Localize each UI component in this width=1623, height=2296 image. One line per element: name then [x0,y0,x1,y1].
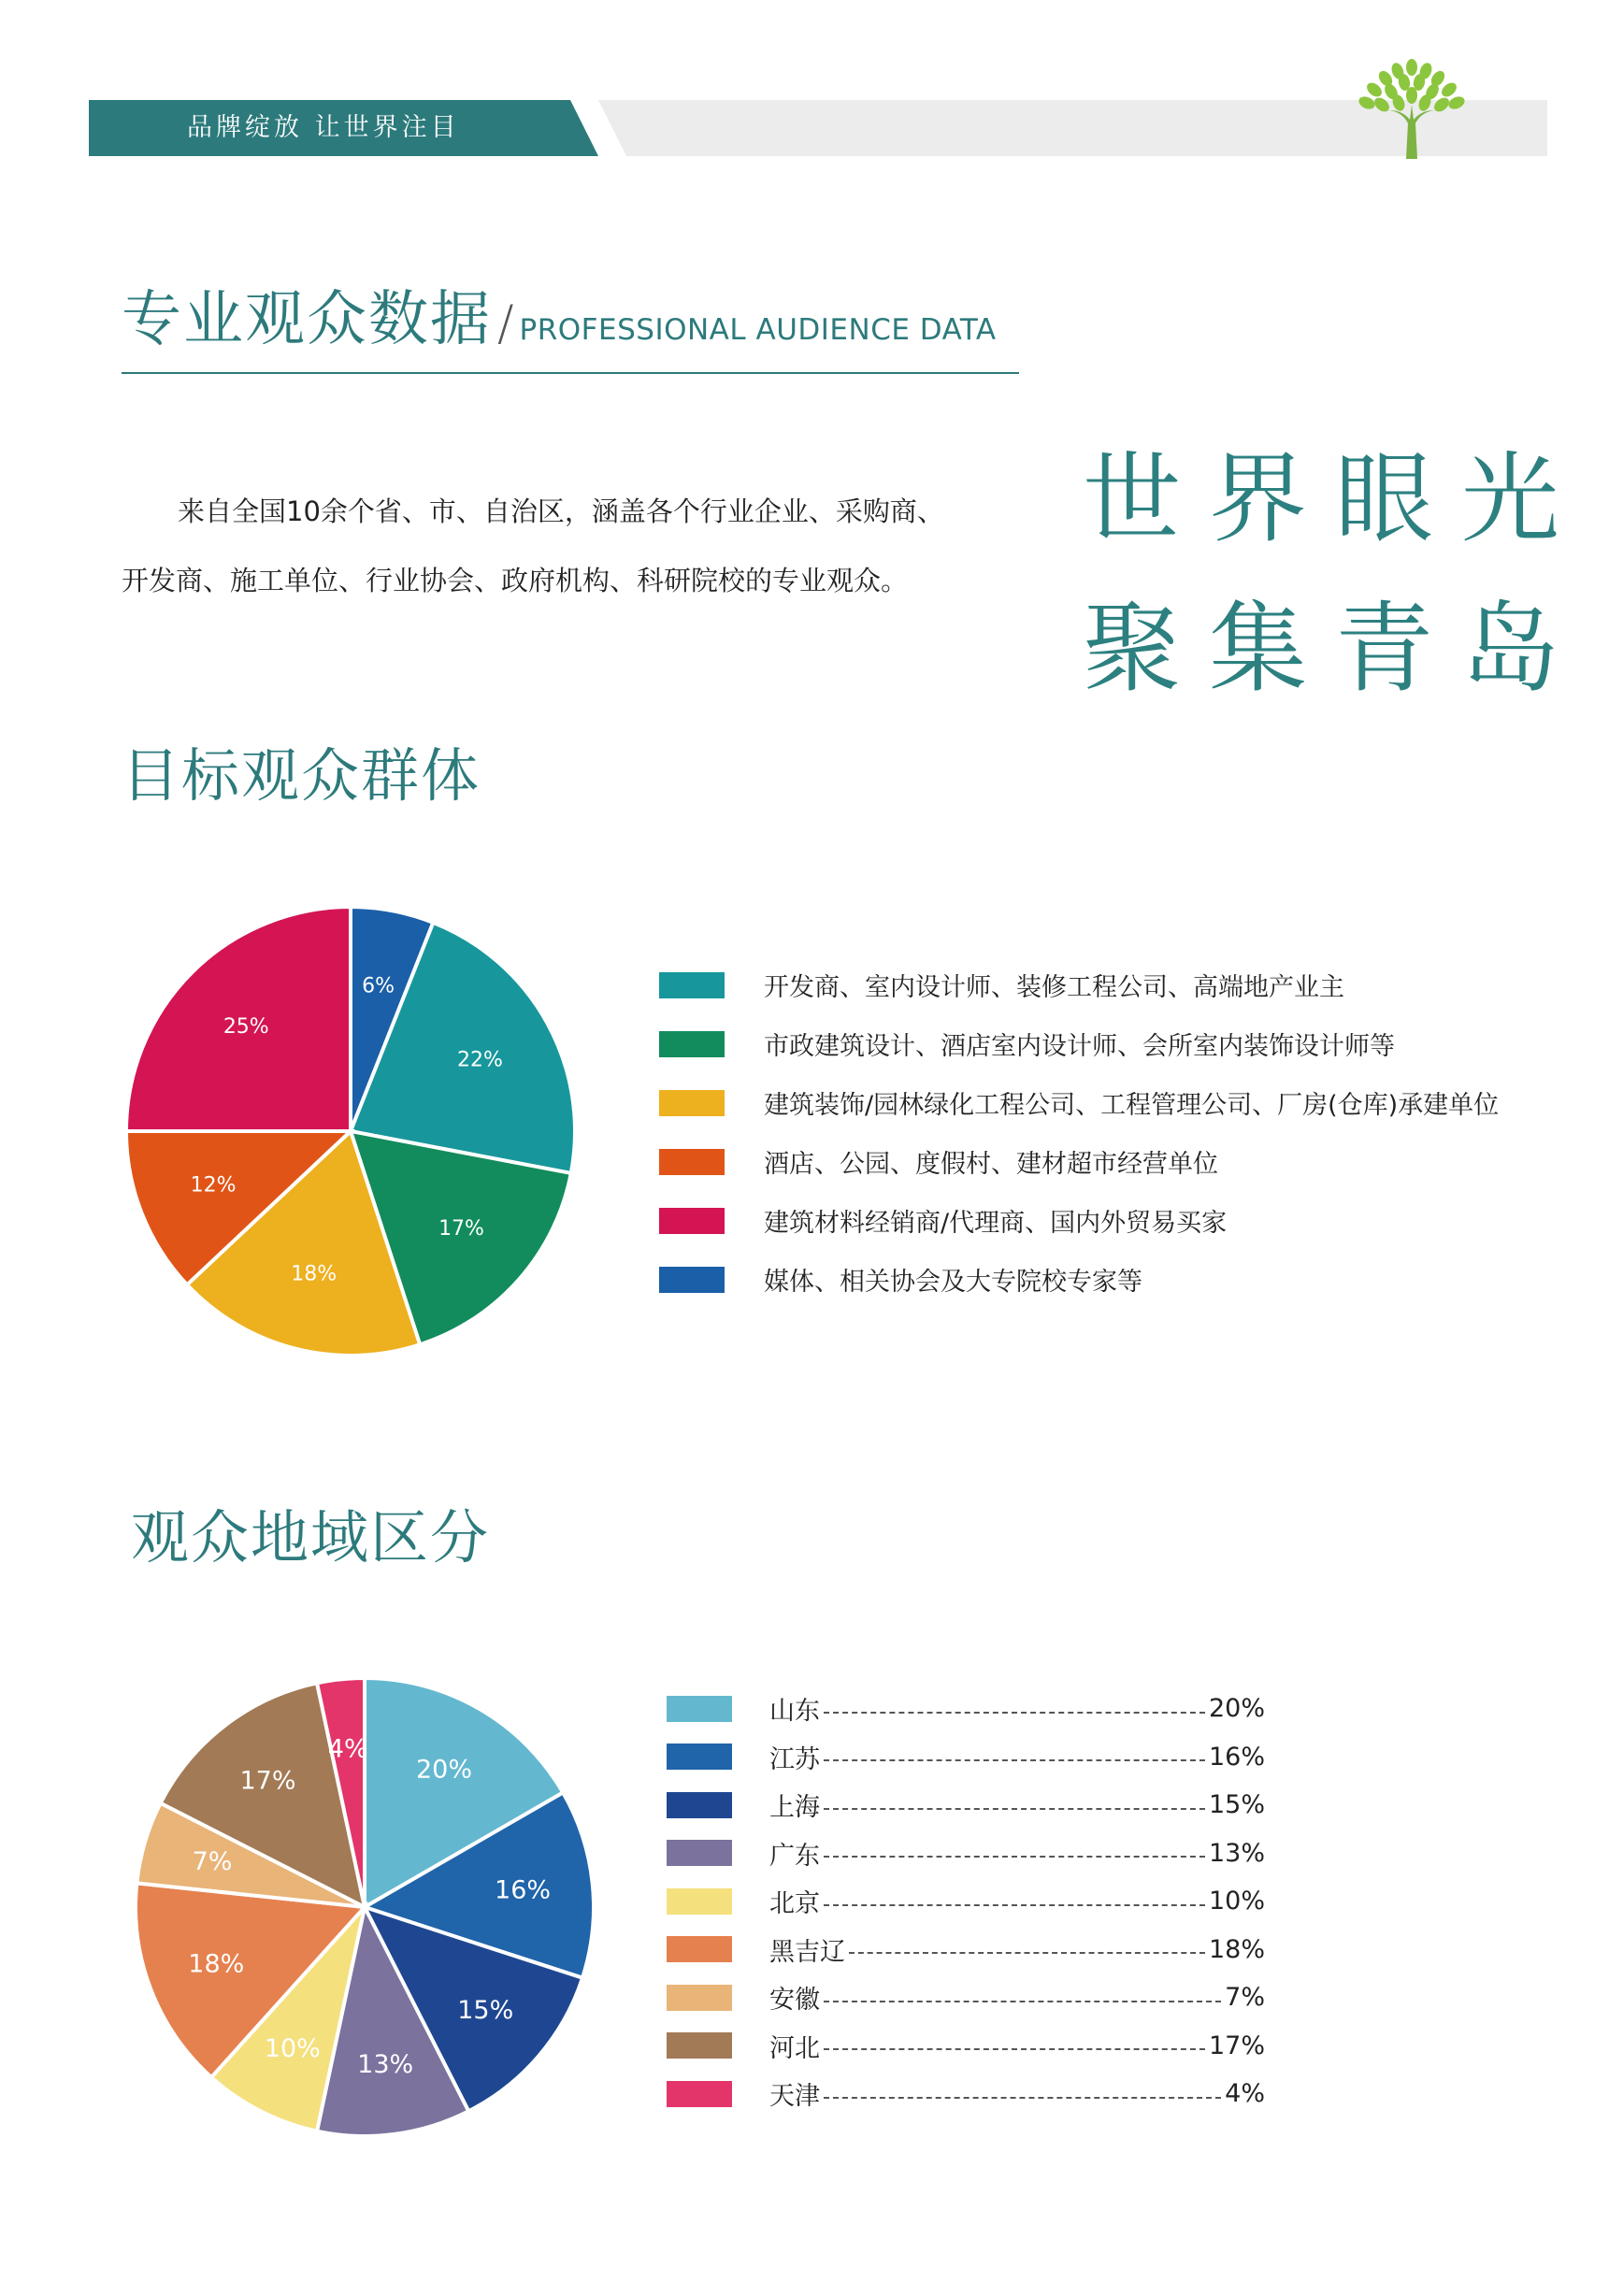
legend-item [667,1685,1265,1733]
legend-region-name: 江苏 [769,1744,820,1774]
legend-region-name: 安徽 [769,1986,820,2016]
legend-label: 建筑材料经销商/代理商、国内外贸易买家 [764,1209,1228,1238]
section-title-zh: 专业观众数据 [122,285,492,354]
section-title-en: PROFESSIONAL AUDIENCE DATA [519,313,997,347]
legend-swatch [667,2081,732,2107]
region-legend [667,1685,1265,2118]
legend-item [667,1973,1265,2022]
slogan-line-1: 世界眼光 [1083,442,1588,556]
region-pie-chart [131,1673,598,2141]
intro-line-1: 来自全国10余个省、市、自治区，涵盖各个行业企业、采购商、 [178,495,944,527]
legend-region-name: 黑吉辽 [769,1937,845,1967]
pie-value-label: 16% [495,1875,552,1905]
target-audience-heading: 目标观众群体 [122,741,481,810]
legend-dashed-leader [824,1904,1205,1906]
legend-percent: 18% [1208,1934,1265,1964]
legend-percent: 17% [1208,2031,1265,2060]
legend-swatch [667,1696,732,1722]
legend-swatch [667,1936,732,1962]
legend-swatch [659,1090,725,1116]
legend-item [659,1132,1575,1191]
legend-percent: 15% [1208,1790,1265,1820]
legend-item [667,1877,1265,1926]
pie-value-label: 6% [362,974,395,998]
legend-label: 建筑装饰/园林绿化工程公司、工程管理公司、厂房(仓库)承建单位 [764,1091,1500,1120]
legend-dashed-leader [824,1856,1205,1858]
legend-swatch [659,1031,725,1057]
slogan-line-2: 聚集青岛 [1083,592,1588,706]
legend-swatch [659,1208,725,1234]
legend-percent: 13% [1208,1838,1265,1868]
legend-label: 媒体、相关协会及大专院校专家等 [764,1268,1142,1297]
section-title [122,271,997,357]
title-underline [122,372,1019,374]
legend-percent: 4% [1225,2079,1265,2109]
legend-item [659,1014,1575,1073]
legend-dashed-leader [824,2097,1221,2099]
legend-percent: 7% [1225,1983,1265,2013]
legend-item [667,1830,1265,1878]
legend-swatch [667,1792,732,1818]
legend-percent: 16% [1208,1742,1265,1772]
legend-dashed-leader [824,2001,1221,2002]
target-audience-legend [659,955,1575,1309]
legend-label: 市政建筑设计、酒店室内设计师、会所室内装饰设计师等 [764,1032,1395,1061]
pie-value-label: 20% [415,1755,473,1785]
legend-region-name: 天津 [769,2082,820,2112]
pie-value-label: 17% [239,1766,296,1796]
title-slash: / [497,295,514,352]
pie-value-label: 12% [190,1173,237,1198]
top-banner [89,100,1547,156]
legend-item [659,955,1575,1014]
pie-value-label: 13% [357,2050,414,2080]
legend-label: 开发商、室内设计师、装修工程公司、高端地产业主 [764,973,1344,1002]
legend-item [659,1250,1575,1309]
legend-label: 酒店、公园、度假村、建材超市经营单位 [764,1150,1218,1179]
legend-swatch [659,1267,725,1293]
legend-dashed-leader [824,2048,1205,2050]
legend-swatch [667,1985,732,2011]
legend-item [659,1191,1575,1250]
legend-dashed-leader [824,1808,1205,1810]
intro-line-2: 开发商、施工单位、行业协会、政府机构、科研院校的专业观众。 [122,565,909,596]
legend-item [659,1073,1575,1132]
region-heading: 观众地域区分 [131,1503,491,1571]
legend-swatch [667,1840,732,1866]
target-audience-pie-chart [122,907,580,1365]
legend-item [667,2022,1265,2071]
legend-swatch [659,972,725,998]
pie-value-label: 17% [438,1216,484,1241]
pie-value-label: 10% [264,2033,321,2063]
legend-percent: 20% [1208,1694,1265,1724]
legend-region-name: 上海 [769,1793,820,1823]
legend-swatch [667,1888,732,1915]
legend-dashed-leader [824,1759,1205,1761]
legend-percent: 10% [1208,1887,1265,1916]
legend-swatch [667,1744,732,1770]
legend-item [667,2070,1265,2118]
intro-paragraph [122,477,1056,615]
legend-region-name: 北京 [769,1889,820,1919]
legend-dashed-leader [824,1712,1205,1714]
pie-value-label: 25% [223,1014,269,1039]
legend-dashed-leader [849,1952,1205,1954]
legend-item [667,1781,1265,1830]
legend-region-name: 山东 [769,1697,820,1727]
pie-value-label: 18% [291,1262,338,1286]
pie-value-label: 7% [192,1847,233,1877]
legend-region-name: 广东 [769,1841,820,1871]
legend-swatch [659,1149,725,1175]
banner-slogan: 品牌绽放 让世界注目 [187,113,460,142]
pie-value-label: 22% [457,1048,503,1072]
legend-swatch [667,2032,732,2059]
legend-item [667,1733,1265,1782]
pie-value-label: 15% [457,1995,514,2025]
legend-region-name: 河北 [769,2033,820,2063]
pie-value-label: 18% [188,1949,245,1979]
tree-logo-icon [1346,58,1477,161]
legend-item [667,1926,1265,1974]
pie-value-label: 4% [327,1734,368,1764]
